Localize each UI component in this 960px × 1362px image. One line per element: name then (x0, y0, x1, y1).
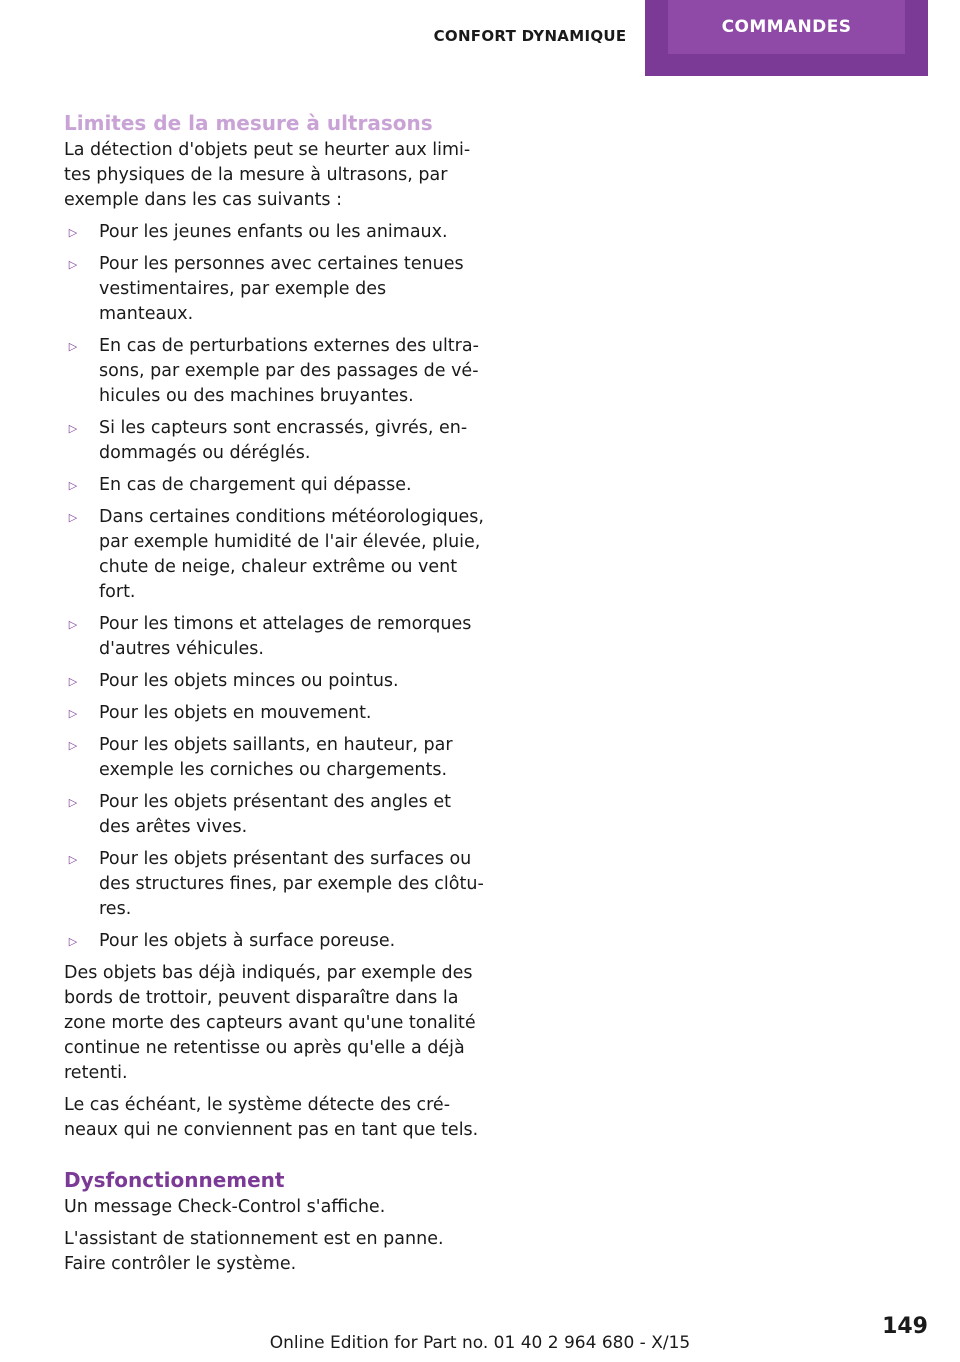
parking-space-paragraph: Le cas échéant, le système détecte des cré-neaux qui ne conviennent pas en tant que tels. (64, 1095, 479, 1140)
triangle-right-icon: ▷ (68, 706, 78, 720)
section-heading-ultrasonic-limits: Limites de la mesure à ultrasons (64, 111, 433, 135)
triangle-right-icon: ▷ (68, 617, 78, 631)
list-item: ▷ Dans certaines conditions météorologiques, par exemple humidité de l'air élevée, pluie, chute de neige, chaleur extrême ou vent fort. (64, 505, 484, 605)
footer-edition: Online Edition for Part no. 01 40 2 964 680 - X/15 (269, 1333, 691, 1353)
failure-paragraph: L'assistant de stationnement est en panne. Faire contrôler le système. (64, 1229, 444, 1274)
triangle-right-icon: ▷ (68, 738, 78, 752)
header-chapter-tab (645, 0, 928, 76)
list-item: ▷ Pour les objets minces ou pointus. (64, 669, 484, 694)
intro-paragraph: La détection d'objets peut se heurter aux limi-tes physiques de la mesure à ultrasons, par exemple dans les cas suivants : (64, 140, 471, 210)
section-heading-malfunction: Dysfonctionnement (64, 1168, 285, 1192)
page-number: 149 (882, 1314, 928, 1339)
triangle-right-icon: ▷ (68, 852, 78, 866)
header-chapter-title: COMMANDES (668, 0, 905, 54)
list-item: ▷ Pour les objets présentant des surfaces ou des structures fines, par exemple des clôtu-res. (64, 847, 484, 922)
list-item: ▷ Pour les objets saillants, en hauteur, par exemple les corniches ou chargements. (64, 733, 484, 783)
list-item: ▷ Pour les jeunes enfants ou les animaux. (64, 220, 484, 245)
triangle-right-icon: ▷ (68, 934, 78, 948)
list-item: ▷ Pour les objets présentant des angles et des arêtes vives. (64, 790, 484, 840)
check-control-paragraph: Un message Check-Control s'affiche. (64, 1197, 386, 1217)
triangle-right-icon: ▷ (68, 225, 78, 239)
list-item: ▷ Pour les objets à surface poreuse. (64, 929, 484, 954)
list-item: ▷ Pour les objets en mouvement. (64, 701, 484, 726)
triangle-right-icon: ▷ (68, 510, 78, 524)
triangle-right-icon: ▷ (68, 674, 78, 688)
list-item: ▷ Si les capteurs sont encrassés, givrés, en-dommagés ou déréglés. (64, 416, 484, 466)
list-item: ▷ En cas de perturbations externes des ultra-sons, par exemple par des passages de vé-hicules ou des machines bruyantes. (64, 334, 484, 409)
blind-zone-paragraph: Des objets bas déjà indiqués, par exemple des bords de trottoir, peuvent disparaître dans la zone morte des capteurs avant qu'une tonalité continue ne retentisse ou après qu'elle a déjà retenti. (64, 963, 476, 1083)
triangle-right-icon: ▷ (68, 339, 78, 353)
triangle-right-icon: ▷ (68, 257, 78, 271)
list-item: ▷ Pour les personnes avec certaines tenues vestimentaires, par exemple des manteaux. (64, 252, 484, 327)
header-section-title: CONFORT DYNAMIQUE (433, 27, 627, 45)
triangle-right-icon: ▷ (68, 421, 78, 435)
page-content (64, 108, 484, 1284)
list-item: ▷ En cas de chargement qui dépasse. (64, 473, 484, 498)
limitations-list (64, 220, 484, 954)
list-item: ▷ Pour les timons et attelages de remorques d'autres véhicules. (64, 612, 484, 662)
triangle-right-icon: ▷ (68, 795, 78, 809)
triangle-right-icon: ▷ (68, 478, 78, 492)
